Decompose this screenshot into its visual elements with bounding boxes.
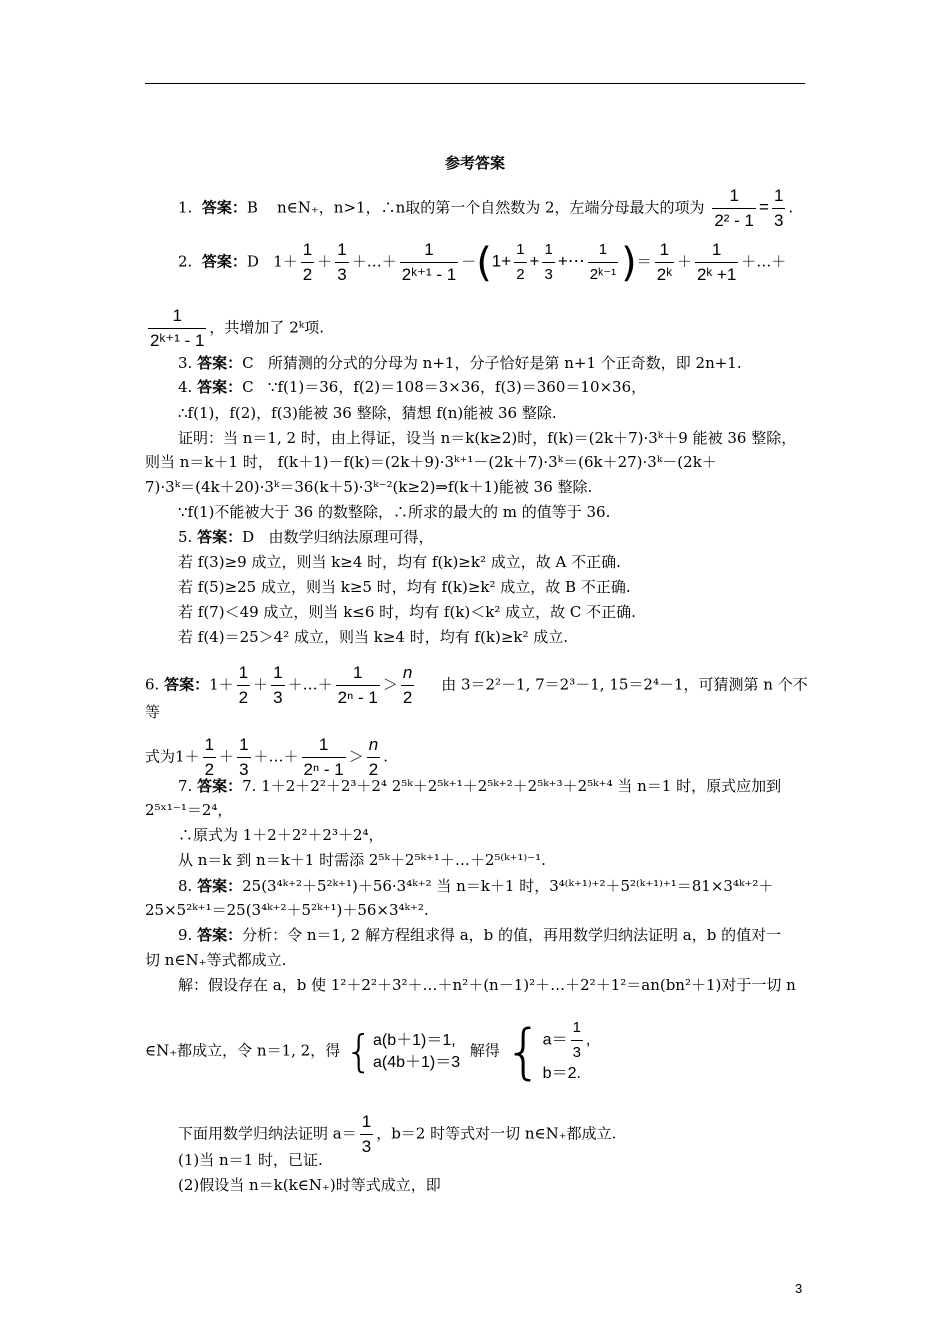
q4-line-2: ∴f(1)，f(2)，f(3)能被 36 整除，猜想 f(n)能被 36 整除.	[178, 404, 557, 422]
q9-line-1: 9. 答案：分析：令 n＝1, 2 解方程组求得 a，b 的值，再用数学归纳法证明 a，b 的值对一	[178, 926, 782, 944]
q9-line-5: 下面用数学归纳法证明 a＝ $\frac{1}{3}$ ，b＝2 时等式对一切 n∈N₊都成立.	[178, 1112, 617, 1156]
q1-fraction: $\frac{1}{\text{2² - 1}}$	[714, 186, 755, 230]
equation-system: a(b＋1)＝1, a(4b＋1)＝3	[372, 1031, 461, 1071]
q7-line-1: 7. 答案：7. 1＋2＋2²＋2³＋2⁴ 2⁵ᵏ＋2⁵ᵏ⁺¹＋2⁵ᵏ⁺²＋2⁵ᵏ⁺³＋2⁵ᵏ⁺⁴ 当 n＝1 时，原式应加到	[178, 777, 782, 795]
q5-line-4: 若 f(4)＝25＞4² 成立，则当 k≥4 时，均有 f(k)≥k² 成立.	[178, 628, 569, 646]
header-rule	[145, 83, 805, 84]
q6-line-1: 6. 答案：1＋ $\frac{1}{2}$ ＋ $\frac{1}{3}$ ＋…＋ $\frac{1}{\text{2ⁿ - 1}}$ ＞ $\frac{n}{2}$ 由 3＝2²－1, 7＝2³－1, 15＝2⁴－1，可猜测第 n 个不	[145, 663, 808, 707]
q1-text: n∈N₊，n>1，∴n取的第一个自然数为 2，左端分母最大的项为	[276, 198, 705, 217]
q7-line-3: ∴原式为 1＋2＋2²＋2³＋2⁴，	[178, 826, 384, 844]
answer-label: 答案：	[201, 198, 247, 217]
q9-line-6: (1)当 n＝1 时，已证.	[178, 1151, 323, 1169]
q5-line-1: 若 f(3)≥9 成立，则当 k≥4 时，均有 f(k)≥k² 成立，故 A 不正确.	[178, 553, 621, 571]
q6-line-2: 式为1＋ $\frac{1}{2}$ ＋ $\frac{1}{3}$ ＋…＋ $\frac{1}{\text{2ⁿ - 1}}$ ＞ $\frac{n}{2}$ .	[145, 735, 389, 779]
q4-line-6: ∵f(1)不能被大于 36 的数整除，∴所求的最大的 m 的值等于 36.	[178, 503, 611, 521]
q1-result: $\frac{1}{3}$	[773, 186, 784, 230]
q9-line-2: 切 n∈N₊等式都成立.	[145, 951, 287, 969]
q7-line-4: 从 n＝k 到 n＝k＋1 时需添 2⁵ᵏ＋2⁵ᵏ⁺¹＋…＋2⁵⁽ᵏ⁺¹⁾⁻¹.	[178, 851, 546, 869]
q4-line-1: 4. 答案：C ∵f(1)＝36，f(2)＝108＝3×36，f(3)＝360＝10×36，	[178, 378, 647, 396]
q9-line-4: ∈N₊都成立，令 n＝1, 2，得 { a(b＋1)＝1, a(4b＋1)＝3 解得 { a＝ $\frac{1}{3}$ , b＝2.	[145, 1016, 591, 1087]
q6-wrap: 等	[145, 703, 161, 721]
q4-line-5: 7)·3ᵏ＝(4k＋20)·3ᵏ＝36(k＋5)·3ᵏ⁻²(k≥2)⇒f(k＋1)能被 36 整除.	[145, 478, 593, 496]
q4-line-4: 则当 n＝k＋1 时， f(k＋1)－f(k)＝(2k＋9)·3ᵏ⁺¹－(2k＋7)·3ᵏ＝(6k＋27)·3ᵏ－(2k＋	[145, 453, 717, 471]
q5-line-2: 若 f(5)≥25 成立，则当 k≥5 时，均有 f(k)≥k² 成立，故 B 不正确.	[178, 578, 631, 596]
q1-line: 1. 答案：B n∈N₊，n>1，∴n取的第一个自然数为 2，左端分母最大的项为 $\frac{1}{\text{2² - 1}}$ = $\frac{1}{3}$ .	[178, 186, 794, 230]
q5-line-3: 若 f(7)＜49 成立，则当 k≤6 时，均有 f(k)＜k² 成立，故 C 不正确.	[178, 603, 636, 621]
q2-choice: D	[246, 252, 259, 271]
q9-line-3: 解：假设存在 a，b 使 1²＋2²＋3²＋…＋n²＋(n－1)²＋…＋2²＋1²＝an(bn²＋1)对于一切 n	[178, 976, 796, 994]
q7-line-2: 2⁵ˣ¹⁻¹＝2⁴，	[145, 801, 233, 819]
q2-line-2: $\frac{1}{\text{2ᵏ⁺¹ - 1}}$ ，共增加了 2ᵏ项.	[150, 306, 324, 350]
q2-number: 2.	[178, 252, 193, 271]
q2-line: 2. 答案：D 1＋ $\frac{1}{2}$ ＋ $\frac{1}{3}$ ＋…＋ $\frac{1}{\text{2ᵏ⁺¹ - 1}}$ －(1+ $\frac{1}{2}$ + $\frac{1}{3}$ +⋯ $\frac{1}{\text{2ᵏ⁻¹}}$ )＝ $\frac{1}{\text{2ᵏ}}$ ＋ $\frac{1}{\text{2ᵏ +1}}$ ＋…＋	[178, 239, 787, 286]
q1-number: 1.	[178, 198, 193, 217]
q3-line: 3. 答案：C 所猜测的分式的分母为 n+1，分子恰好是第 n+1 个正奇数，即 2n+1.	[178, 354, 742, 372]
q5-line-0: 5. 答案：D 由数学归纳法原理可得，	[178, 528, 434, 546]
q8-line-1: 8. 答案：25(3⁴ᵏ⁺²＋5²ᵏ⁺¹)＋56·3⁴ᵏ⁺² 当 n＝k＋1 时，3⁴⁽ᵏ⁺¹⁾⁺²＋5²⁽ᵏ⁺¹⁾⁺¹＝81×3⁴ᵏ⁺²＋	[178, 877, 774, 895]
q9-line-7: (2)假设当 n＝k(k∈N₊)时等式成立，即	[178, 1176, 441, 1194]
q8-line-2: 25×5²ᵏ⁺¹＝25(3⁴ᵏ⁺²＋5²ᵏ⁺¹)＋56×3⁴ᵏ⁺².	[145, 901, 429, 919]
page-number: 3	[795, 1281, 803, 1296]
q1-choice: B	[246, 198, 258, 217]
solution-system: a＝ $\frac{1}{3}$ , b＝2.	[542, 1019, 591, 1082]
q4-line-3: 证明：当 n＝1, 2 时，由上得证，设当 n＝k(k≥2)时，f(k)＝(2k＋7)·3ᵏ＋9 能被 36 整除，	[178, 429, 797, 447]
q2-tail: ，共增加了 2ᵏ项.	[209, 318, 324, 337]
page-title: 参考答案	[444, 154, 505, 172]
